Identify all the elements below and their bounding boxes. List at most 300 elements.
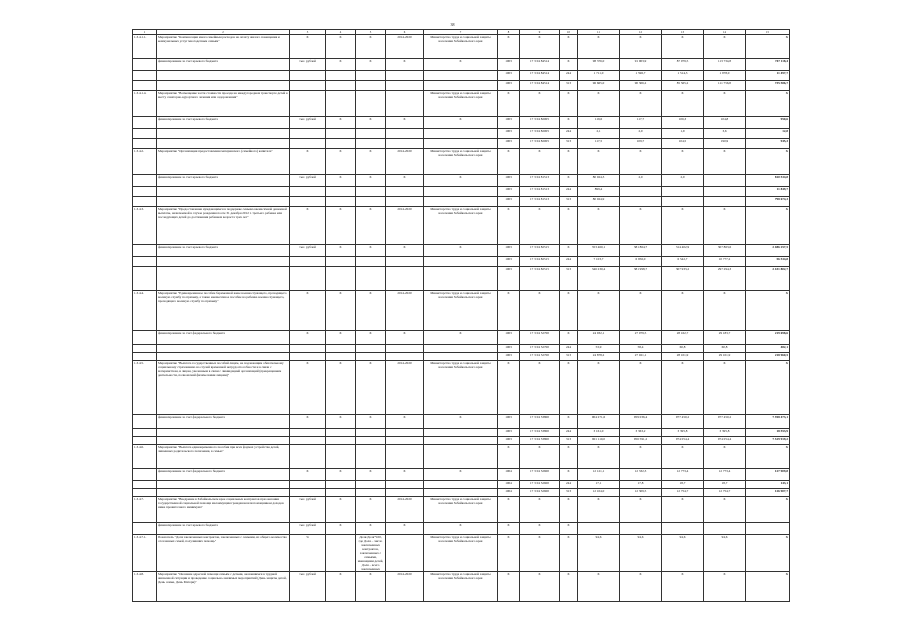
table-cell bbox=[290, 429, 326, 437]
table-cell: X bbox=[704, 149, 746, 175]
table-cell: 17 3 04 81513 bbox=[520, 175, 560, 187]
table-cell: 901 110,0 bbox=[578, 437, 620, 445]
table-cell: X bbox=[424, 331, 498, 345]
table-cell bbox=[157, 429, 290, 437]
table-cell bbox=[133, 469, 157, 481]
table-cell: X bbox=[356, 469, 386, 481]
table-cell: 1003 bbox=[498, 437, 520, 445]
table-cell: 17 3 04 52700 bbox=[520, 331, 560, 345]
table-cell: 2014-2020 bbox=[386, 291, 424, 331]
table-cell: 3,6 bbox=[704, 129, 746, 139]
table-cell: X bbox=[520, 361, 560, 415]
table-cell: 945,3 bbox=[746, 139, 790, 149]
table-cell: X bbox=[704, 445, 746, 469]
table-cell bbox=[424, 187, 498, 197]
table-cell: 7 329 919,2 bbox=[746, 437, 790, 445]
table-cell: X bbox=[746, 535, 790, 572]
table-cell: 11 849,7 bbox=[746, 187, 790, 197]
table-cell: X bbox=[498, 523, 520, 535]
table-cell: X bbox=[560, 35, 578, 59]
table-cell: 798 674,3 bbox=[746, 197, 790, 207]
table-cell: X bbox=[386, 331, 424, 345]
table-cell bbox=[386, 535, 424, 572]
table-row bbox=[133, 197, 790, 207]
table-cell: X bbox=[386, 523, 424, 535]
table-cell: 12 104,0 bbox=[578, 489, 620, 497]
table-cell bbox=[326, 445, 356, 469]
table-cell: Министерство труда и социальной защиты населения Забайкальского края bbox=[424, 207, 498, 245]
table-cell: 244 bbox=[560, 257, 578, 267]
table-cell: X bbox=[386, 175, 424, 187]
table-cell bbox=[133, 345, 157, 353]
table-cell: 94,6 bbox=[662, 535, 704, 572]
table-cell: X bbox=[356, 59, 386, 71]
table-cell bbox=[133, 415, 157, 429]
table-cell: X bbox=[356, 331, 386, 345]
table-cell bbox=[746, 523, 790, 535]
table-cell: X bbox=[704, 291, 746, 331]
table-cell bbox=[424, 197, 498, 207]
table-cell bbox=[356, 437, 386, 445]
table-cell: 244 bbox=[560, 187, 578, 197]
table-cell: 1003 bbox=[498, 117, 520, 129]
table-cell bbox=[356, 91, 386, 117]
table-cell: X bbox=[578, 497, 620, 523]
table-cell: 94,6 bbox=[620, 535, 662, 572]
table-cell bbox=[133, 245, 157, 257]
table-cell: 17 3 04 82515 bbox=[520, 267, 560, 291]
table-cell: X bbox=[560, 523, 578, 535]
table-cell: X bbox=[498, 497, 520, 523]
table-cell: X bbox=[578, 361, 620, 415]
table-cell: 1 596,7 bbox=[620, 71, 662, 81]
table-cell: X bbox=[704, 207, 746, 245]
table-cell: 219 698,6 bbox=[746, 331, 790, 345]
table-cell: 12 332,3 bbox=[620, 469, 662, 481]
table-cell: X bbox=[620, 149, 662, 175]
table-cell bbox=[356, 197, 386, 207]
table-cell: 1003 bbox=[498, 81, 520, 91]
table-cell: X bbox=[746, 445, 790, 469]
column-number: 13 bbox=[662, 30, 704, 35]
table-cell: 96 665,0 bbox=[578, 81, 620, 91]
table-cell: 90 306,2 bbox=[620, 81, 662, 91]
table-cell: 17 3 04 81513 bbox=[520, 197, 560, 207]
table-cell: X bbox=[386, 415, 424, 429]
column-number: 1 bbox=[133, 30, 157, 35]
table-cell: 1003 bbox=[498, 257, 520, 267]
table-cell: 2 486 257,5 bbox=[746, 245, 790, 257]
table-cell bbox=[662, 187, 704, 197]
table-cell: X bbox=[290, 415, 326, 429]
table-cell bbox=[424, 445, 498, 469]
table-cell: X bbox=[424, 415, 498, 429]
column-number: 10 bbox=[560, 30, 578, 35]
table-cell: X bbox=[560, 469, 578, 481]
table-cell bbox=[326, 437, 356, 445]
table-cell: X bbox=[560, 415, 578, 429]
table-cell bbox=[326, 345, 356, 353]
table-cell: 119,6 bbox=[578, 117, 620, 129]
table-cell: 17 3 04 82515 bbox=[520, 257, 560, 267]
table-cell: 29 183,7 bbox=[704, 331, 746, 345]
table-row bbox=[133, 535, 790, 572]
table-cell bbox=[386, 437, 424, 445]
table-cell: 17 3 04 53800 bbox=[520, 415, 560, 429]
table-row bbox=[133, 187, 790, 197]
table-cell bbox=[133, 429, 157, 437]
table-cell bbox=[356, 81, 386, 91]
table-cell: X bbox=[704, 35, 746, 59]
table-cell: 977 450,2 bbox=[704, 415, 746, 429]
table-cell bbox=[290, 445, 326, 469]
table-cell: X bbox=[520, 523, 560, 535]
table-cell bbox=[424, 81, 498, 91]
table-cell: финансирование за счет краевого бюджета bbox=[157, 59, 290, 71]
page-number: 38 bbox=[450, 22, 455, 27]
table-cell: 17 3 04 53800 bbox=[520, 437, 560, 445]
table-cell: 104,5 bbox=[662, 139, 704, 149]
table-cell bbox=[290, 257, 326, 267]
table-cell: X bbox=[746, 149, 790, 175]
table-cell: X bbox=[326, 291, 356, 331]
table-row bbox=[133, 117, 790, 129]
table-cell: X bbox=[424, 523, 498, 535]
table-cell: 87 079,5 bbox=[662, 59, 704, 71]
table-cell bbox=[424, 429, 498, 437]
table-cell bbox=[133, 481, 157, 489]
table-cell bbox=[133, 187, 157, 197]
table-cell bbox=[326, 257, 356, 267]
table-cell: 3 161,0 bbox=[578, 429, 620, 437]
table-cell bbox=[157, 139, 290, 149]
table-cell: X bbox=[662, 91, 704, 117]
table-cell bbox=[356, 353, 386, 361]
table-cell: 1.3.4.1.4. bbox=[133, 91, 157, 117]
table-cell bbox=[133, 331, 157, 345]
table-cell bbox=[326, 353, 356, 361]
table-cell bbox=[620, 523, 662, 535]
table-cell: X bbox=[498, 91, 520, 117]
table-cell: Мероприятие "Выплата государственных пособий лицам, не подлежащим обязательному социальному страхованию на случай временной нетрудоспособности и в связи с материнством, и лицам, уволенным в связи с ликвидацией организаций (прекращением деятельности, полномочий физическими лицами)" bbox=[157, 361, 290, 415]
table-cell bbox=[157, 187, 290, 197]
column-number: 4 bbox=[326, 30, 356, 35]
table-cell bbox=[157, 481, 290, 489]
table-cell: 6 542,7 bbox=[662, 257, 704, 267]
table-cell: 58,4 bbox=[620, 345, 662, 353]
table-cell: X bbox=[560, 59, 578, 71]
table-cell bbox=[386, 267, 424, 291]
table-cell: X bbox=[578, 207, 620, 245]
table-cell: X bbox=[746, 497, 790, 523]
table-cell: 17 3 04 52700 bbox=[520, 345, 560, 353]
table-cell: X bbox=[578, 445, 620, 469]
table-cell: 1003 bbox=[498, 331, 520, 345]
table-cell: X bbox=[560, 497, 578, 523]
table-cell: X bbox=[620, 497, 662, 523]
table-cell bbox=[386, 71, 424, 81]
table-cell bbox=[356, 187, 386, 197]
table-cell: финансирование за счет краевого бюджета bbox=[157, 523, 290, 535]
table-cell: Мероприятие "Внедрение в Забайкальском крае социальных контрактов при оказании государственной социальной помощи малоимущим гражданам или помощником доходов ниже прожиточного минимума" bbox=[157, 497, 290, 523]
table-cell: X bbox=[746, 572, 790, 602]
table-cell: Министерство труда и социальной защиты населения Забайкальского края bbox=[424, 291, 498, 331]
table-cell: 381 864,7 bbox=[620, 245, 662, 257]
table-cell: 1.3.4.6. bbox=[133, 445, 157, 469]
table-cell: 313 bbox=[560, 437, 578, 445]
table-cell bbox=[326, 481, 356, 489]
table-cell: 27 021,1 bbox=[620, 353, 662, 361]
table-cell: 313 bbox=[560, 197, 578, 207]
table-cell bbox=[133, 197, 157, 207]
column-number: 15 bbox=[746, 30, 790, 35]
table-cell: 18 553,9 bbox=[746, 429, 790, 437]
table-cell: тыс. рублей bbox=[290, 497, 326, 523]
table-cell: 950,6 bbox=[746, 117, 790, 129]
table-cell: 244 bbox=[560, 71, 578, 81]
table-cell bbox=[424, 345, 498, 353]
table-cell: Доля/Доля*100, где Доля – число заключенных контрактов, заключенных с семьями, имеющими детей, Доля – всего заключенных bbox=[356, 535, 386, 572]
table-cell: X bbox=[520, 497, 560, 523]
table-cell bbox=[424, 71, 498, 81]
table-cell: X bbox=[578, 291, 620, 331]
table-row bbox=[133, 245, 790, 257]
table-cell: 98 376,0 bbox=[578, 59, 620, 71]
table-cell: X bbox=[424, 117, 498, 129]
table-row bbox=[133, 81, 790, 91]
table-cell: 1003 bbox=[498, 175, 520, 187]
table-cell: X bbox=[498, 535, 520, 572]
table-cell bbox=[133, 523, 157, 535]
table-cell bbox=[356, 267, 386, 291]
table-cell: 904 271,6 bbox=[578, 415, 620, 429]
table-cell bbox=[662, 523, 704, 535]
table-cell: Мероприятие "Единовременное пособие беременной жене военнослужащего, проходящего военную службу по призыву, а также ежемесячное пособие на ребенка военнослужащего, проходящего военную службу по призыву" bbox=[157, 291, 290, 331]
table-cell: X bbox=[520, 91, 560, 117]
table-cell: X bbox=[290, 469, 326, 481]
table-cell: 94,6 bbox=[578, 535, 620, 572]
table-cell: 17 3 04 84514 bbox=[520, 59, 560, 71]
table-cell: X bbox=[326, 207, 356, 245]
table-row bbox=[133, 331, 790, 345]
table-cell: тыс. рублей bbox=[290, 572, 326, 602]
table-cell: X bbox=[356, 291, 386, 331]
table-cell: финансирование за счет краевого бюджета bbox=[157, 117, 290, 129]
table-cell: финансирование за счет федерального бюджета bbox=[157, 469, 290, 481]
table-cell: 56 534,8 bbox=[746, 257, 790, 267]
table-cell bbox=[133, 257, 157, 267]
table-cell bbox=[290, 345, 326, 353]
table-cell bbox=[424, 129, 498, 139]
table-row bbox=[133, 129, 790, 139]
table-cell: X bbox=[620, 207, 662, 245]
table-cell: 104,8 bbox=[704, 117, 746, 129]
table-cell: 24 932,1 bbox=[578, 331, 620, 345]
table-cell: 17 3 04 53800 bbox=[520, 429, 560, 437]
table-cell: X bbox=[356, 245, 386, 257]
table-row bbox=[133, 361, 790, 415]
table-cell bbox=[133, 81, 157, 91]
table-cell: X bbox=[326, 331, 356, 345]
table-cell bbox=[157, 81, 290, 91]
table-cell: X bbox=[560, 91, 578, 117]
table-cell: X bbox=[326, 245, 356, 257]
table-cell: 977 450,2 bbox=[662, 415, 704, 429]
table-cell bbox=[326, 535, 356, 572]
table-cell: 17 3 04 81513 bbox=[520, 187, 560, 197]
table-cell: X bbox=[746, 35, 790, 59]
table-cell bbox=[326, 489, 356, 497]
table-cell: 18,7 bbox=[704, 481, 746, 489]
table-cell: 12 121,1 bbox=[578, 469, 620, 481]
table-cell: X bbox=[356, 149, 386, 175]
table-cell bbox=[386, 445, 424, 469]
table-row bbox=[133, 71, 790, 81]
table-cell bbox=[290, 81, 326, 91]
table-cell: X bbox=[620, 35, 662, 59]
table-cell: X bbox=[520, 149, 560, 175]
table-cell: X bbox=[704, 572, 746, 602]
table-cell: 28 101,9 bbox=[662, 353, 704, 361]
table-cell: X bbox=[326, 149, 356, 175]
table-cell: финансирование за счет федерального бюджета bbox=[157, 331, 290, 345]
table-cell: 899,4 bbox=[578, 187, 620, 197]
table-cell: 1.3.4.7.1. bbox=[133, 535, 157, 572]
table-cell: X bbox=[356, 523, 386, 535]
table-cell: 1.3.4.4. bbox=[133, 291, 157, 331]
table-cell: 17 3 04 82005 bbox=[520, 117, 560, 129]
table-cell bbox=[424, 257, 498, 267]
table-row bbox=[133, 523, 790, 535]
table-cell bbox=[356, 257, 386, 267]
table-cell: X bbox=[662, 572, 704, 602]
table-cell: X bbox=[498, 291, 520, 331]
table-cell bbox=[356, 345, 386, 353]
table-cell: X bbox=[620, 91, 662, 117]
table-cell: 1 514,3 bbox=[662, 71, 704, 81]
table-cell: 17 3 04 52600 bbox=[520, 481, 560, 489]
table-cell: 244 bbox=[560, 129, 578, 139]
table-cell: 313 bbox=[560, 267, 578, 291]
table-cell: 12,8 bbox=[746, 129, 790, 139]
table-row bbox=[133, 469, 790, 481]
table-cell: 7 398 473,1 bbox=[746, 415, 790, 429]
table-cell bbox=[356, 489, 386, 497]
table-cell: Мероприятие "Возмещение части стоимости проезда на междугородном транспорте детей к месту санаторно-курортного лечения или оздоровления" bbox=[157, 91, 290, 117]
table-cell: 27 079,5 bbox=[620, 331, 662, 345]
table-cell: 2014-2020 bbox=[386, 35, 424, 59]
table-cell: 80 024,3 bbox=[578, 175, 620, 187]
table-cell: X bbox=[746, 207, 790, 245]
table-cell: 60,8 bbox=[662, 345, 704, 353]
table-cell bbox=[133, 175, 157, 187]
table-cell: Министерство труда и социальной защиты населения Забайкальского края bbox=[424, 497, 498, 523]
column-number: 3 bbox=[290, 30, 326, 35]
table-cell: X bbox=[560, 445, 578, 469]
table-cell: 1003 bbox=[498, 245, 520, 257]
table-cell bbox=[133, 59, 157, 71]
table-cell bbox=[157, 129, 290, 139]
table-cell: X bbox=[746, 291, 790, 331]
table-cell bbox=[326, 429, 356, 437]
table-cell: Показатель "Доля заключенных контрактов, заключенных с семьями, из общего количества отселенных семей, получивших помощь" bbox=[157, 535, 290, 572]
table-cell: Министерство труда и социальной защиты населения Забайкальского края bbox=[424, 149, 498, 175]
table-cell bbox=[704, 523, 746, 535]
table-cell bbox=[356, 129, 386, 139]
table-cell bbox=[356, 139, 386, 149]
table-cell bbox=[386, 91, 424, 117]
table-cell: X bbox=[356, 117, 386, 129]
table-cell: X bbox=[498, 572, 520, 602]
table-cell bbox=[157, 345, 290, 353]
table-cell: X bbox=[498, 149, 520, 175]
table-cell: 17 3 04 82515 bbox=[520, 245, 560, 257]
table-row bbox=[133, 91, 790, 117]
table-row bbox=[133, 481, 790, 489]
table-cell: 1 978,0 bbox=[704, 71, 746, 81]
table-cell: 94,6 bbox=[704, 535, 746, 572]
table-cell bbox=[356, 481, 386, 489]
table-cell bbox=[326, 187, 356, 197]
table-cell: Министерство труда и социальной защиты населения Забайкальского края bbox=[424, 361, 498, 415]
table-cell: 11 497,7 bbox=[746, 71, 790, 81]
table-row bbox=[133, 345, 790, 353]
table-cell bbox=[133, 139, 157, 149]
table-cell: X bbox=[704, 361, 746, 415]
table-cell: X bbox=[620, 291, 662, 331]
table-cell: 1003 bbox=[498, 139, 520, 149]
table-cell: 127 909,8 bbox=[746, 469, 790, 481]
table-cell: 111 756,8 bbox=[704, 81, 746, 91]
table-cell: X bbox=[520, 35, 560, 59]
table-cell: X bbox=[386, 469, 424, 481]
table-cell: 218 960,5 bbox=[746, 353, 790, 361]
table-cell: 53,9 bbox=[578, 345, 620, 353]
table-cell: 17 3 04 52700 bbox=[520, 353, 560, 361]
column-number: 5 bbox=[356, 30, 386, 35]
table-row bbox=[133, 149, 790, 175]
table-cell: 17 3 04 84514 bbox=[520, 71, 560, 81]
table-cell: X bbox=[326, 117, 356, 129]
table-cell: X bbox=[386, 59, 424, 71]
table-cell: X bbox=[326, 497, 356, 523]
table-cell: X bbox=[356, 361, 386, 415]
table-row bbox=[133, 175, 790, 187]
table-cell: X bbox=[326, 361, 356, 415]
table-cell bbox=[424, 437, 498, 445]
table-cell bbox=[424, 353, 498, 361]
table-cell: X bbox=[356, 207, 386, 245]
table-cell bbox=[386, 481, 424, 489]
table-cell: 12 773,4 bbox=[662, 469, 704, 481]
table-cell: 7 103,7 bbox=[578, 257, 620, 267]
table-cell: Мероприятие "Выплата единовременного пособия при всех формах устройства детей, лишенных родительского попечения, в семью" bbox=[157, 445, 290, 469]
table-cell: 956 591,2 bbox=[620, 437, 662, 445]
column-number: 14 bbox=[704, 30, 746, 35]
table-cell: тыс. рублей bbox=[290, 117, 326, 129]
table-cell: X bbox=[560, 245, 578, 257]
table-cell bbox=[356, 429, 386, 437]
table-cell bbox=[386, 81, 424, 91]
table-cell: 17,8 bbox=[620, 481, 662, 489]
table-cell bbox=[290, 129, 326, 139]
table-cell bbox=[133, 437, 157, 445]
table-cell bbox=[386, 197, 424, 207]
table-cell: X bbox=[520, 572, 560, 602]
table-cell: X bbox=[560, 361, 578, 415]
table-cell: 106,3 bbox=[662, 117, 704, 129]
table-cell: 2,0 bbox=[662, 175, 704, 187]
